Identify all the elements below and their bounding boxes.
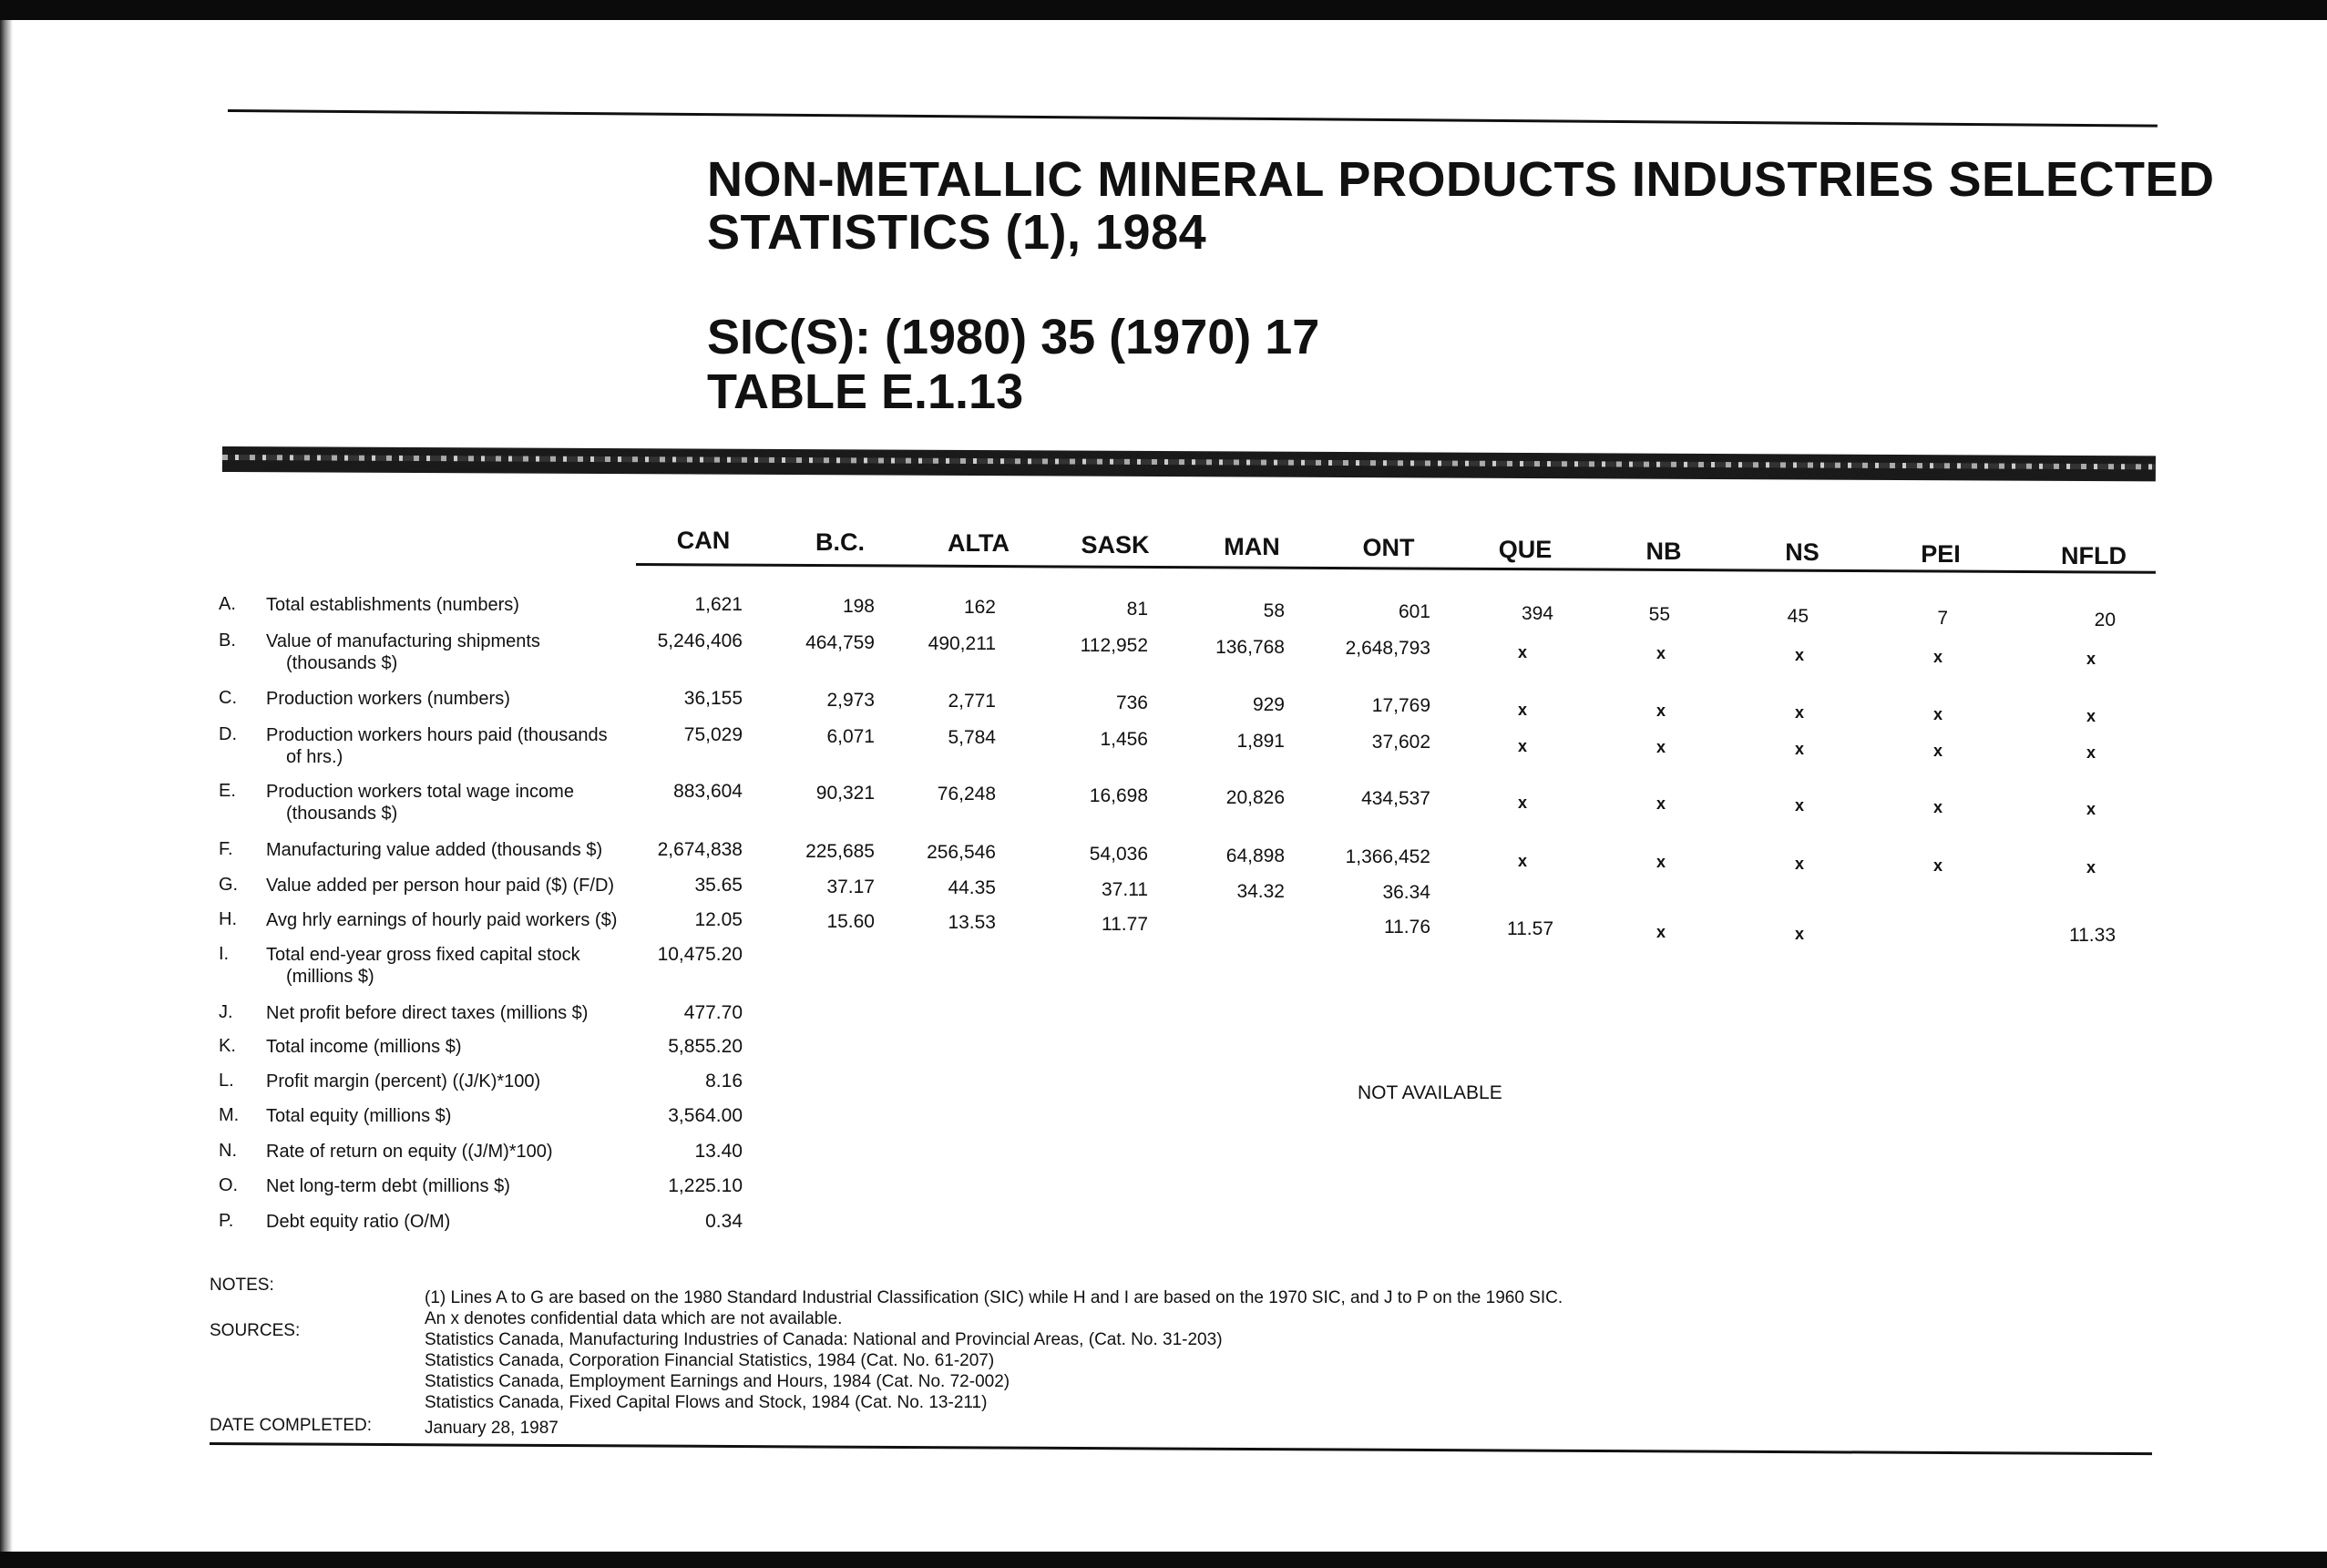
table-cell: 477.70 bbox=[683, 1002, 743, 1023]
table-cell: 16,698 bbox=[1089, 784, 1148, 806]
notes-text bbox=[425, 1287, 1563, 1329]
table-cell: x bbox=[1932, 741, 1943, 760]
table-cell: x bbox=[1656, 738, 1666, 757]
table-cell: 8.16 bbox=[705, 1071, 743, 1091]
table-cell: 17,769 bbox=[1371, 695, 1430, 717]
row-letter: B. bbox=[219, 630, 236, 651]
row-label bbox=[266, 781, 649, 825]
table-cell: 7 bbox=[1937, 607, 1948, 629]
notes-label: NOTES: bbox=[210, 1276, 274, 1295]
table-cell: 1,891 bbox=[1236, 730, 1285, 752]
column-header-nb: NB bbox=[1645, 537, 1682, 565]
table-cell: 5,855.20 bbox=[668, 1036, 743, 1057]
table-cell: 5,246,406 bbox=[657, 630, 743, 651]
table-cell: 2,771 bbox=[948, 691, 996, 712]
date-completed-value-line: January 28, 1987 bbox=[425, 1419, 559, 1438]
row-label-line: (thousands $) bbox=[286, 804, 398, 824]
column-header-nfld: NFLD bbox=[2061, 541, 2127, 569]
column-header-que: QUE bbox=[1498, 535, 1553, 563]
table-cell: 90,321 bbox=[815, 782, 875, 804]
table-cell: 434,537 bbox=[1361, 788, 1430, 810]
row-letter: F. bbox=[219, 839, 233, 859]
column-header-ns: NS bbox=[1785, 538, 1820, 567]
table-cell: 198 bbox=[842, 595, 875, 617]
sources-text bbox=[425, 1329, 1223, 1413]
table-cell: x bbox=[1517, 851, 1527, 870]
table-cell: x bbox=[1517, 793, 1527, 812]
row-letter: C. bbox=[219, 688, 237, 708]
table-cell: 736 bbox=[1115, 692, 1148, 713]
table-cell: 1,225.10 bbox=[668, 1175, 743, 1196]
column-header-ont: ONT bbox=[1362, 534, 1415, 562]
table-cell: x bbox=[2086, 743, 2096, 762]
row-letter: N. bbox=[219, 1141, 237, 1161]
column-header-alta: ALTA bbox=[948, 529, 1010, 558]
row-label-line: Total equity (millions $) bbox=[266, 1106, 452, 1126]
table-cell: 601 bbox=[1398, 601, 1430, 623]
table-cell: 883,604 bbox=[673, 781, 743, 802]
row-label-line: (millions $) bbox=[286, 967, 374, 987]
table-cell: 464,759 bbox=[805, 631, 875, 653]
column-header-bc: B.C. bbox=[815, 528, 865, 556]
scan-bottom-border bbox=[0, 1552, 2327, 1568]
row-label bbox=[266, 1105, 649, 1127]
table-cell: 6,071 bbox=[826, 725, 875, 747]
row-letter: E. bbox=[219, 781, 236, 801]
column-header-sask: SASK bbox=[1081, 530, 1150, 559]
page-title bbox=[707, 153, 2215, 259]
table-cell: 490,211 bbox=[928, 633, 996, 655]
table-cell: 225,685 bbox=[805, 840, 875, 862]
table-cell: x bbox=[1656, 644, 1666, 663]
table-cell: 45 bbox=[1787, 605, 1809, 627]
table-cell: 76,248 bbox=[937, 784, 996, 805]
notes-text-line: (1) Lines A to G are based on the 1980 Standard Industrial Classification (SIC) while H and I are based on the 1970 SIC, and J to P on the 1960 SIC. bbox=[425, 1288, 1563, 1307]
sources-label: SOURCES: bbox=[210, 1321, 301, 1340]
row-label bbox=[266, 1141, 649, 1163]
table-cell: 20,826 bbox=[1225, 786, 1285, 808]
table-cell: 20 bbox=[2094, 609, 2116, 630]
title-line-1: NON-METALLIC MINERAL PRODUCTS INDUSTRIES SELECTED bbox=[707, 152, 2215, 207]
table-cell: 58 bbox=[1263, 600, 1285, 621]
bottom-rule bbox=[210, 1442, 2152, 1455]
table-cell: x bbox=[1932, 856, 1943, 875]
table-cell: x bbox=[1656, 794, 1666, 814]
row-letter: A. bbox=[219, 594, 236, 614]
table-cell: 35.65 bbox=[694, 875, 743, 896]
table-cell: x bbox=[1794, 739, 1804, 758]
table-cell: 1,456 bbox=[1100, 728, 1148, 750]
title-line-2: STATISTICS (1), 1984 bbox=[707, 205, 1207, 260]
row-label bbox=[266, 724, 649, 768]
table-cell: 256,546 bbox=[927, 842, 996, 864]
table-cell: x bbox=[2086, 799, 2096, 818]
table-cell: 394 bbox=[1521, 602, 1553, 624]
row-letter: K. bbox=[219, 1036, 236, 1056]
row-letter: P. bbox=[219, 1211, 234, 1231]
column-header-man: MAN bbox=[1224, 532, 1280, 560]
table-cell: 162 bbox=[963, 597, 996, 619]
table-cell: 112,952 bbox=[1080, 634, 1148, 656]
table-cell: 36.34 bbox=[1382, 882, 1430, 904]
table-cell: x bbox=[1517, 700, 1527, 719]
table-cell: 929 bbox=[1252, 693, 1285, 715]
row-label bbox=[266, 944, 649, 988]
table-cell: x bbox=[1932, 647, 1943, 666]
row-label bbox=[266, 1211, 649, 1233]
table-cell: x bbox=[1656, 853, 1666, 872]
row-letter: O. bbox=[219, 1175, 239, 1195]
table-cell: x bbox=[1794, 795, 1804, 815]
table-cell: 12.05 bbox=[694, 909, 743, 930]
table-cell: x bbox=[1794, 924, 1804, 943]
row-label-line: Rate of return on equity ((J/M)*100) bbox=[266, 1142, 553, 1162]
table-cell: 37.17 bbox=[826, 876, 875, 897]
column-header-pei: PEI bbox=[1921, 539, 1961, 568]
table-cell: x bbox=[1517, 642, 1527, 661]
row-letter: L. bbox=[219, 1071, 234, 1091]
sources-text-line: Statistics Canada, Employment Earnings and Hours, 1984 (Cat. No. 72-002) bbox=[425, 1372, 1010, 1391]
row-label-line: Manufacturing value added (thousands $) bbox=[266, 840, 603, 860]
row-label-line: Production workers hours paid (thousands bbox=[266, 725, 608, 745]
table-cell: 81 bbox=[1126, 598, 1148, 620]
table-id: TABLE E.1.13 bbox=[707, 364, 1024, 419]
row-letter: D. bbox=[219, 724, 237, 744]
table-cell: 1,366,452 bbox=[1345, 846, 1430, 868]
table-cell: 5,784 bbox=[948, 727, 996, 749]
row-label bbox=[266, 688, 649, 710]
sources-text-line: Statistics Canada, Manufacturing Industries of Canada: National and Provincial Areas, (Cat. No. 31-203) bbox=[425, 1330, 1223, 1349]
sic-code: SIC(S): (1980) 35 (1970) 17 bbox=[707, 310, 1320, 364]
table-cell: 44.35 bbox=[948, 877, 996, 899]
table-cell: x bbox=[1932, 704, 1943, 723]
row-letter: G. bbox=[219, 875, 239, 895]
row-label-line: Total end-year gross fixed capital stock bbox=[266, 945, 580, 965]
table-cell: 11.76 bbox=[1384, 917, 1430, 938]
header-divider-bar bbox=[222, 446, 2156, 481]
row-label-line: Profit margin (percent) ((J/K)*100) bbox=[266, 1071, 541, 1091]
table-cell: x bbox=[1517, 736, 1527, 755]
table-subtitle bbox=[707, 310, 1319, 419]
table-cell: 2,648,793 bbox=[1345, 638, 1430, 660]
table-cell: 1,621 bbox=[694, 594, 743, 615]
table-cell: 11.57 bbox=[1507, 917, 1553, 939]
table-cell: x bbox=[1656, 702, 1666, 721]
row-label bbox=[266, 1002, 649, 1024]
table-cell: 0.34 bbox=[705, 1211, 743, 1232]
row-label bbox=[266, 875, 649, 897]
scan-top-border bbox=[0, 0, 2327, 20]
row-label-line: Avg hrly earnings of hourly paid workers ($) bbox=[266, 910, 618, 930]
date-completed-value bbox=[425, 1418, 559, 1439]
row-label-line: (thousands $) bbox=[286, 653, 398, 673]
table-cell: 55 bbox=[1648, 604, 1670, 626]
row-label-line: of hrs.) bbox=[286, 747, 343, 767]
row-letter: J. bbox=[219, 1002, 233, 1022]
table-cell: x bbox=[1794, 854, 1804, 873]
table-cell: 54,036 bbox=[1089, 843, 1148, 865]
row-label-line: Total income (millions $) bbox=[266, 1037, 462, 1057]
scan-left-edge bbox=[0, 20, 13, 1552]
row-label-line: Net long-term debt (millions $) bbox=[266, 1176, 510, 1196]
sources-text-line: Statistics Canada, Fixed Capital Flows and Stock, 1984 (Cat. No. 13-211) bbox=[425, 1393, 988, 1412]
table-cell: 11.33 bbox=[2069, 924, 2116, 946]
row-label bbox=[266, 594, 649, 616]
table-cell: 2,973 bbox=[826, 689, 875, 711]
row-label bbox=[266, 1175, 649, 1197]
row-label-line: Value of manufacturing shipments bbox=[266, 631, 540, 651]
row-label-line: Debt equity ratio (O/M) bbox=[266, 1212, 451, 1232]
sources-text-line: Statistics Canada, Corporation Financial Statistics, 1984 (Cat. No. 61-207) bbox=[425, 1351, 995, 1370]
table-cell: 34.32 bbox=[1236, 880, 1285, 902]
row-label-line: Value added per person hour paid ($) (F/D) bbox=[266, 876, 615, 896]
table-cell: x bbox=[2086, 706, 2096, 725]
table-cell: 2,674,838 bbox=[657, 839, 743, 860]
row-label bbox=[266, 909, 649, 931]
row-label-line: Total establishments (numbers) bbox=[266, 595, 519, 615]
table-cell: 10,475.20 bbox=[657, 944, 743, 965]
table-cell: 37,602 bbox=[1371, 732, 1430, 753]
top-rule bbox=[228, 109, 2158, 128]
table-cell: 3,564.00 bbox=[668, 1105, 743, 1126]
table-cell: 15.60 bbox=[826, 910, 875, 932]
table-cell: 37.11 bbox=[1102, 878, 1148, 900]
table-cell: 64,898 bbox=[1225, 845, 1285, 866]
not-available-note: NOT AVAILABLE bbox=[1358, 1082, 1502, 1103]
table-cell: 13.40 bbox=[694, 1141, 743, 1162]
row-letter: I. bbox=[219, 944, 230, 964]
row-label bbox=[266, 839, 649, 861]
column-header-can: CAN bbox=[676, 527, 731, 554]
row-label bbox=[266, 1071, 649, 1092]
row-label bbox=[266, 1036, 649, 1058]
table-cell: x bbox=[1932, 797, 1943, 816]
notes-text-line: An x denotes confidential data which are not available. bbox=[425, 1309, 843, 1328]
table-cell: 11.77 bbox=[1102, 913, 1148, 935]
row-label-line: Production workers (numbers) bbox=[266, 689, 510, 709]
row-letter: H. bbox=[219, 909, 237, 929]
table-cell: x bbox=[1794, 702, 1804, 722]
row-label-line: Net profit before direct taxes (millions $) bbox=[266, 1003, 589, 1023]
row-label bbox=[266, 630, 649, 674]
table-cell: 36,155 bbox=[683, 688, 743, 709]
table-cell: 75,029 bbox=[683, 724, 743, 745]
table-cell: 136,768 bbox=[1215, 636, 1285, 658]
table-cell: x bbox=[1656, 923, 1666, 942]
row-label-line: Production workers total wage income bbox=[266, 782, 574, 802]
row-letter: M. bbox=[219, 1105, 240, 1125]
table-cell: x bbox=[1794, 645, 1804, 664]
table-cell: 13.53 bbox=[948, 912, 996, 934]
table-cell: x bbox=[2086, 857, 2096, 876]
date-completed-label: DATE COMPLETED: bbox=[210, 1416, 373, 1435]
table-cell: x bbox=[2086, 649, 2096, 668]
